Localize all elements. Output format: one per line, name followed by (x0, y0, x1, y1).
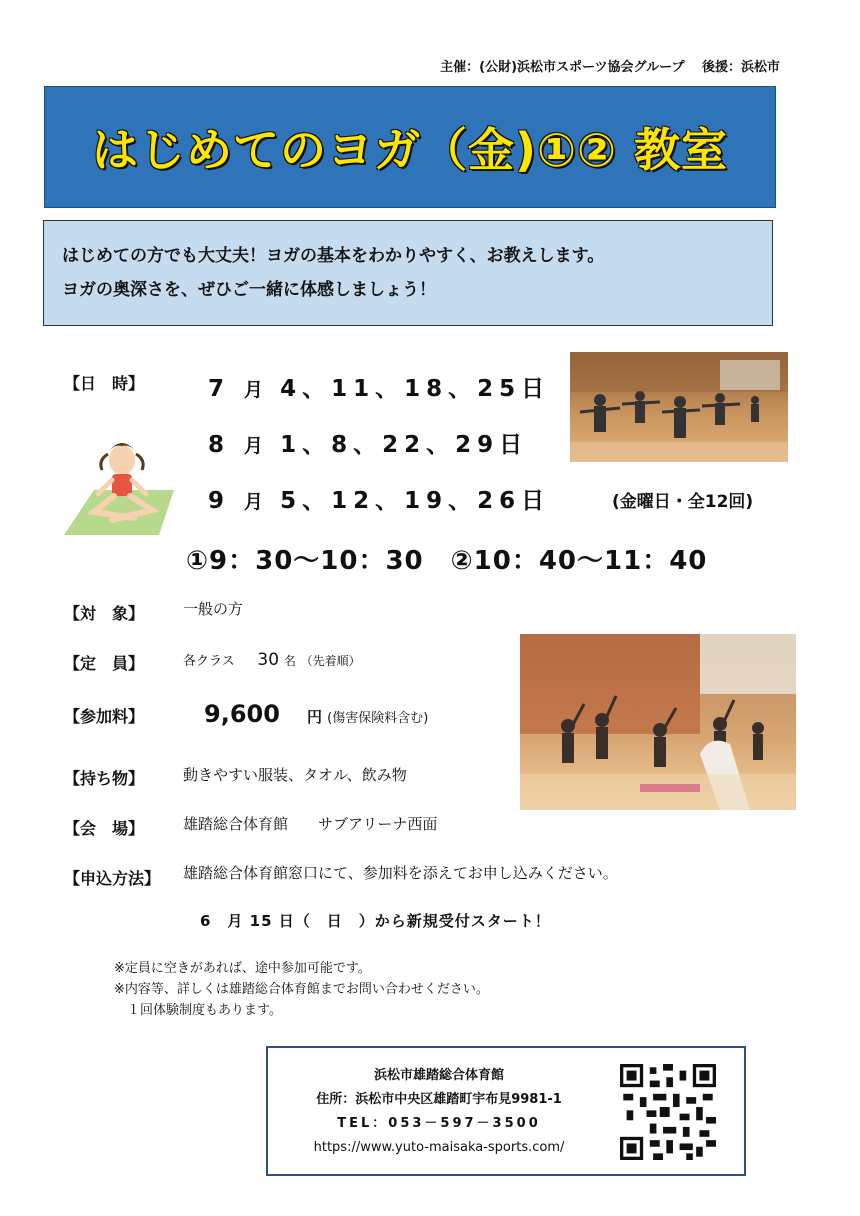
title-banner (44, 86, 776, 208)
capacity-number: 30 (257, 650, 280, 670)
organizer-line: 主催：(公財)浜松市スポーツ協会グループ 後援：浜松市 (440, 60, 780, 75)
schedule-september (208, 482, 550, 515)
note-2: ※内容等、詳しくは雄踏総合体育館までお問い合わせください。 (114, 982, 489, 997)
page-title: はじめてのヨガ（金)①② 教室 (92, 123, 728, 177)
fee-value (204, 700, 428, 728)
august-unit: 月 (244, 435, 267, 457)
yoga-class-photo-1 (570, 352, 788, 462)
intro-line-2: ヨガの奥深さを、ぜひご一緒に体感しましょう！ (62, 280, 436, 300)
schedule-august (208, 426, 528, 459)
contact-name: 浜松市雄踏総合体育館 (373, 1068, 504, 1083)
yoga-class-photo-2 (520, 634, 796, 810)
fee-label: 【参加料】 (64, 707, 145, 726)
class-times: ①9：30～10：30 ②10：40～11：40 (186, 546, 708, 576)
target-label: 【対 象】 (64, 604, 145, 623)
schedule-label: 【日 時】 (64, 374, 145, 393)
august-month: 8 (208, 432, 231, 458)
schedule-july (208, 370, 550, 403)
notes (114, 958, 489, 1021)
july-month: 7 (208, 376, 231, 402)
august-days: 1、8、22、29日 (280, 432, 529, 458)
contact-tel: TEL：053－597－3500 (337, 1116, 541, 1131)
schedule-summary: (金曜日・全12回) (612, 492, 754, 512)
capacity-note: （先着順） (300, 654, 361, 668)
note-3: １回体験制度もあります。 (114, 1003, 282, 1018)
qr-code-icon[interactable] (620, 1064, 716, 1160)
september-unit: 月 (244, 491, 267, 513)
fee-note: (傷害保険料含む) (327, 711, 429, 726)
venue-label: 【会 場】 (64, 819, 145, 838)
september-month: 9 (208, 488, 231, 514)
contact-url[interactable]: https://www.yuto-maisaka-sports.com/ (313, 1140, 565, 1155)
fee-unit: 円 (307, 708, 323, 726)
contact-address: 住所：浜松市中央区雄踏町宇布見9981-1 (316, 1092, 562, 1107)
july-days: 4、11、18、25日 (280, 376, 551, 402)
note-1: ※定員に空きがあれば、途中参加可能です。 (114, 961, 371, 976)
items-label: 【持ち物】 (64, 769, 145, 788)
capacity-label: 【定 員】 (64, 654, 145, 673)
intro-line-1: はじめての方でも大丈夫！ヨガの基本をわかりやすく、お教えします。 (62, 246, 605, 266)
venue-value: 雄踏総合体育館 サブアリーナ西面 (183, 815, 438, 833)
july-unit: 月 (244, 379, 267, 401)
intro-box (43, 220, 773, 326)
items-value: 動きやすい服装、タオル、飲み物 (183, 766, 407, 784)
contact-box (266, 1046, 746, 1176)
capacity-prefix: 各クラス (183, 654, 235, 669)
yoga-pose-illustration (64, 430, 184, 540)
september-days: 5、12、19、26日 (280, 488, 551, 514)
target-value: 一般の方 (183, 600, 244, 618)
fee-amount: 9,600 (204, 700, 280, 728)
capacity-unit: 名 (283, 654, 296, 668)
apply-label: 【申込方法】 (64, 869, 161, 888)
capacity-value (183, 650, 361, 670)
registration-start: 6 月 15 日（ 日 ）から新規受付スタート！ (200, 912, 551, 930)
apply-value: 雄踏総合体育館窓口にて、参加料を添えてお申し込みください。 (183, 864, 618, 882)
contact-lines (284, 1064, 594, 1160)
